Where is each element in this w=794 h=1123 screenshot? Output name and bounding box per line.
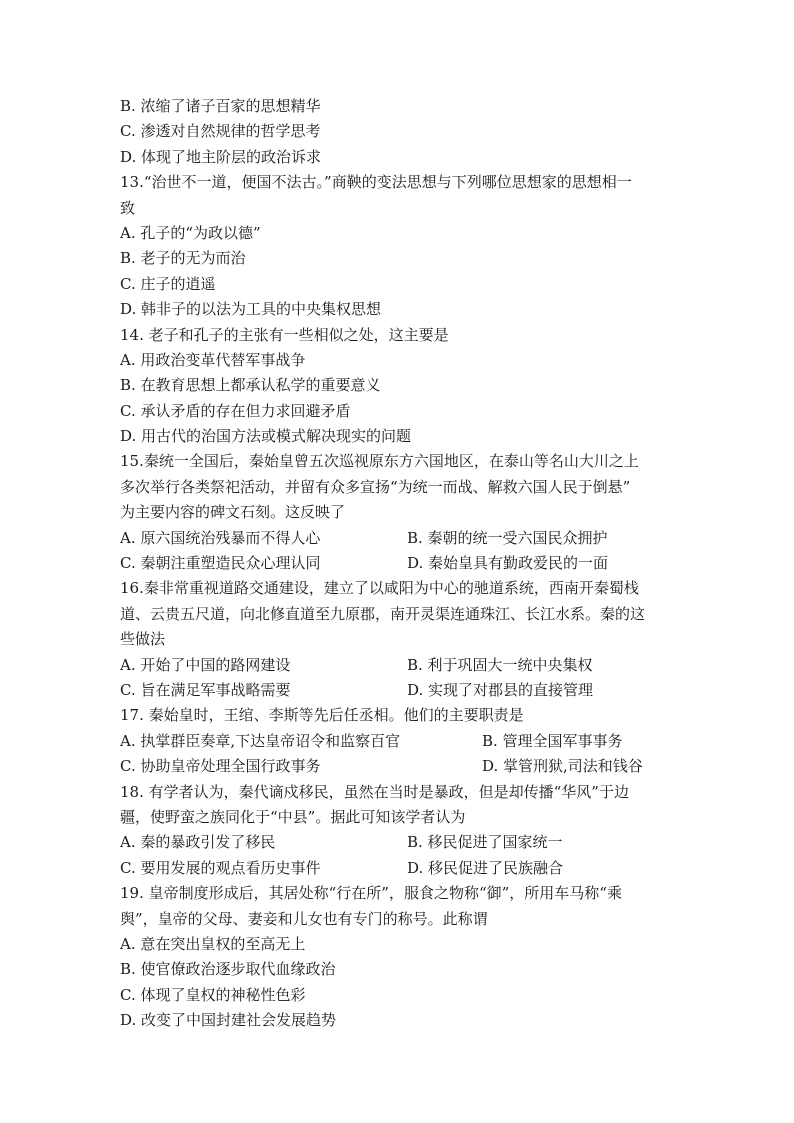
option-a: A. 执掌群臣奏章,下达皇帝诏令和监察百官 — [120, 731, 401, 750]
option-c: C. 渗透对自然规律的哲学思考 — [120, 122, 321, 141]
option-b: B. 老子的无为而治 — [120, 249, 246, 268]
question-17-stem: 17. 秦始皇时，王绾、李斯等先后任丞相。他们的主要职责是 — [120, 706, 524, 725]
options-row — [120, 653, 680, 678]
question-list — [120, 94, 680, 1033]
question-14-stem: 14. 老子和孔子的主张有一些相似之处，这主要是 — [120, 325, 449, 344]
option-b: B. 秦朝的统一受六国民众拥护 — [407, 528, 608, 547]
option-d: D. 秦始皇具有勤政爱民的一面 — [407, 554, 609, 573]
option-a: A. 原六国统治残暴而不得人心 — [120, 528, 321, 547]
option-c: C. 体现了皇权的神秘性色彩 — [120, 985, 306, 1004]
question-13-stem-cont: 致 — [120, 198, 136, 217]
option-d: D. 掌管刑狱,司法和钱谷 — [482, 757, 643, 776]
question-16-stem-cont: 道、云贵五尺道，向北修直道至九原郡，南开灵渠连通珠江、长江水系。秦的这 — [120, 604, 646, 623]
option-d: D. 改变了中国封建社会发展趋势 — [120, 1011, 337, 1030]
option-c: C. 承认矛盾的存在但力求回避矛盾 — [120, 401, 351, 420]
question-13-stem: 13.“治世不一道，便国不法古。”商鞅的变法思想与下列哪位思想家的思想相一 — [120, 173, 632, 192]
question-15-stem: 15.秦统一全国后，秦始皇曾五次巡视原东方六国地区，在泰山等名山大川之上 — [120, 452, 639, 471]
options-row — [120, 678, 680, 703]
option-c: C. 协助皇帝处理全国行政事务 — [120, 757, 321, 776]
option-c: C. 旨在满足军事战略需要 — [120, 680, 291, 699]
question-19-stem-cont: 舆”，皇帝的父母、妻妾和儿女也有专门的称号。此称谓 — [120, 909, 488, 928]
option-b: B. 移民促进了国家统一 — [407, 833, 563, 852]
options-row — [120, 754, 680, 779]
option-c: C. 秦朝注重塑造民众心理认同 — [120, 554, 321, 573]
question-15-stem-cont: 为主要内容的碑文石刻。这反映了 — [120, 503, 346, 522]
option-b: B. 使官僚政治逐步取代血缘政治 — [120, 960, 336, 979]
option-a: A. 孔子的“为政以德” — [120, 223, 261, 242]
option-d: D. 体现了地主阶层的政治诉求 — [120, 147, 322, 166]
options-row — [120, 830, 680, 855]
options-row — [120, 551, 680, 576]
question-18-stem-cont: 疆，使野蛮之族同化于“中县”。据此可知该学者认为 — [120, 807, 466, 826]
option-b: B. 在教育思想上都承认私学的重要意义 — [120, 376, 381, 395]
option-d: D. 韩非子的以法为工具的中央集权思想 — [120, 300, 382, 319]
question-16-stem: 16.秦非常重视道路交通建设，建立了以咸阳为中心的驰道系统，西南开秦蜀栈 — [120, 579, 639, 598]
option-d: D. 移民促进了民族融合 — [407, 858, 564, 877]
option-a: A. 用政治变革代替军事战争 — [120, 350, 306, 369]
question-15-stem-cont: 多次举行各类祭祀活动，并留有众多宣扬“为统一而战、解救六国人民于倒悬” — [120, 477, 631, 496]
option-c: C. 要用发展的观点看历史事件 — [120, 858, 321, 877]
option-c: C. 庄子的逍遥 — [120, 274, 216, 293]
option-d: D. 用古代的治国方法或模式解决现实的问题 — [120, 427, 412, 446]
question-16-stem-cont: 些做法 — [120, 630, 166, 649]
option-d: D. 实现了对郡县的直接管理 — [407, 680, 594, 699]
option-a: A. 意在突出皇权的至高无上 — [120, 934, 306, 953]
question-18-stem: 18. 有学者认为，秦代谪戍移民，虽然在当时是暴政，但是却传播“华风”于边 — [120, 782, 629, 801]
option-b: B. 利于巩固大一统中央集权 — [407, 655, 593, 674]
option-b: B. 管理全国军事事务 — [482, 731, 623, 750]
question-19-stem: 19. 皇帝制度形成后，其居处称“行在所”，服食之物称“御”，所用车马称“乘 — [120, 884, 622, 903]
option-a: A. 开始了中国的路网建设 — [120, 655, 291, 674]
options-row — [120, 526, 680, 551]
option-b: B. 浓缩了诸子百家的思想精华 — [120, 97, 321, 115]
option-a: A. 秦的暴政引发了移民 — [120, 833, 276, 852]
options-row — [120, 856, 680, 881]
options-row — [120, 729, 680, 754]
